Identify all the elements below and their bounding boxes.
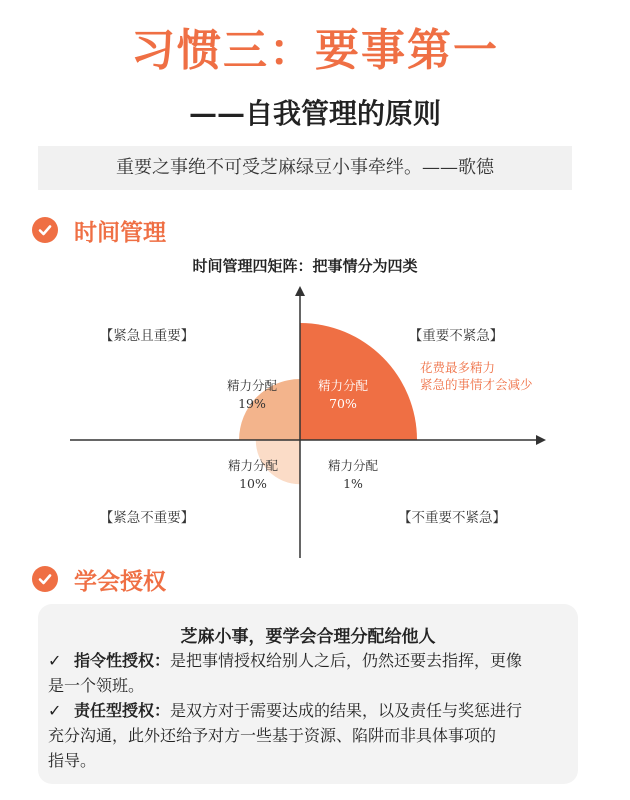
section-time-title: 时间管理 (74, 218, 166, 246)
section-delegate-header (32, 562, 166, 596)
page-subtitle: ——自我管理的原则 (188, 97, 441, 130)
delegate-card (38, 604, 578, 784)
chart-annotation: 花费最多精力 (420, 360, 496, 375)
desc-line: 是把事情授权给别人之后，仍然还要去指挥，更像 (170, 651, 523, 670)
term-directive: 指令性授权： (74, 651, 171, 670)
energy-label: 精力分配 (227, 458, 279, 473)
card-title: 芝麻小事，要学会合理分配给他人 (180, 627, 436, 647)
energy-value: 70% (329, 396, 357, 411)
y-axis-arrow (295, 286, 305, 296)
desc-line: 指导。 (48, 751, 97, 770)
quadrant-name: 【紧急且重要】 (99, 328, 195, 344)
checkmark-icon: ✓ (48, 701, 62, 720)
quadrant-name: 【重要不紧急】 (408, 328, 504, 344)
energy-label: 精力分配 (226, 378, 278, 393)
check-icon (32, 566, 58, 592)
desc-line: 是一个领班。 (48, 676, 145, 695)
list-item-responsibility (48, 698, 568, 773)
x-axis-arrow (536, 435, 546, 445)
chart-annotation: 紧急的事情才会减少 (420, 377, 533, 392)
quadrant-name: 【不重要不紧急】 (398, 510, 506, 526)
page-title: 习惯三：要事第一 (131, 25, 499, 76)
section-delegate-title: 学会授权 (74, 567, 166, 595)
list-item-directive (48, 648, 568, 698)
energy-value: 1% (343, 476, 363, 491)
term-responsibility: 责任型授权： (74, 701, 171, 720)
energy-value: 19% (238, 396, 266, 411)
energy-label: 精力分配 (327, 458, 379, 473)
checkmark-icon: ✓ (48, 651, 62, 670)
quadrant-name: 【紧急不重要】 (99, 510, 195, 526)
energy-label: 精力分配 (317, 378, 369, 393)
desc-line: 是双方对于需要达成的结果，以及责任与奖惩进行 (170, 701, 523, 720)
energy-value: 10% (239, 476, 267, 491)
matrix-title: 时间管理四矩阵：把事情分为四类 (192, 257, 418, 275)
desc-line: 充分沟通，此外还给予对方一些基于资源、陷阱而非具体事项的 (48, 726, 497, 745)
quote-text: 重要之事绝不可受芝麻绿豆小事牵绊。——歌德 (116, 157, 494, 178)
